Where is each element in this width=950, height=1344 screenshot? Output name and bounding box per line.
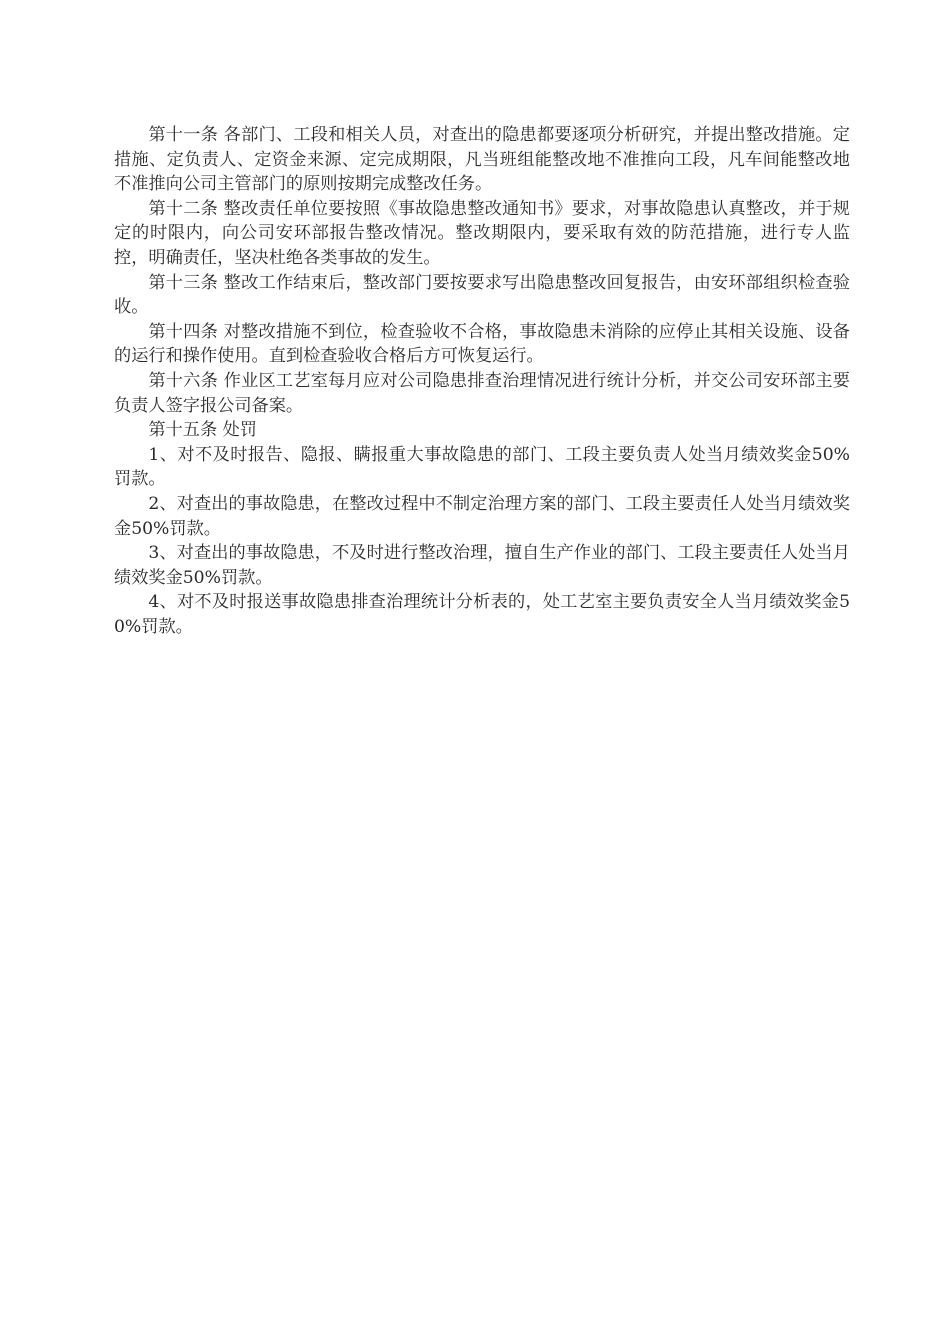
article-11-paragraph: 第十一条 各部门、工段和相关人员，对查出的隐患都要逐项分析研究，并提出整改措施。定措施、定负责人、定资金来源、定完成期限，凡当班组能整改地不准推向工段，凡车间能整改地不准推向公司主管部门的原则按期完成整改任务。 xyxy=(114,125,850,195)
article-15-heading: 第十五条 处罚 xyxy=(148,420,257,441)
article-14-paragraph: 第十四条 对整改措施不到位，检查验收不合格，事故隐患未消除的应停止其相关设施、设备的运行和操作使用。直到检查验收合格后方可恢复运行。 xyxy=(114,321,850,367)
penalty-item-1: 1、对不及时报告、隐报、瞒报重大事故隐患的部门、工段主要负责人处当月绩效奖金50%罚款。 xyxy=(114,444,850,490)
penalty-item-2: 2、对查出的事故隐患，在整改过程中不制定治理方案的部门、工段主要责任人处当月绩效奖金50%罚款。 xyxy=(114,493,850,539)
article-12-paragraph: 第十二条 整改责任单位要按照《事故隐患整改通知书》要求，对事故隐患认真整改，并于规定的时限内，向公司安环部报告整改情况。整改期限内，要采取有效的防范措施，进行专人监控，明确责任，坚决杜绝各类事故的发生。 xyxy=(114,198,850,268)
penalty-item-3: 3、对查出的事故隐患，不及时进行整改治理，擅自生产作业的部门、工段主要责任人处当月绩效奖金50%罚款。 xyxy=(114,543,850,588)
article-16-paragraph: 第十六条 作业区工艺室每月应对公司隐患排查治理情况进行统计分析，并交公司安环部主要负责人签字报公司备案。 xyxy=(114,370,850,416)
article-13-paragraph: 第十三条 整改工作结束后，整改部门要按要求写出隐患整改回复报告，由安环部组织检查验收。 xyxy=(114,272,850,318)
penalty-item-4: 4、对不及时报送事故隐患排查治理统计分析表的，处工艺室主要负责安全人当月绩效奖金50%罚款。 xyxy=(114,592,850,637)
document-body xyxy=(114,123,850,639)
